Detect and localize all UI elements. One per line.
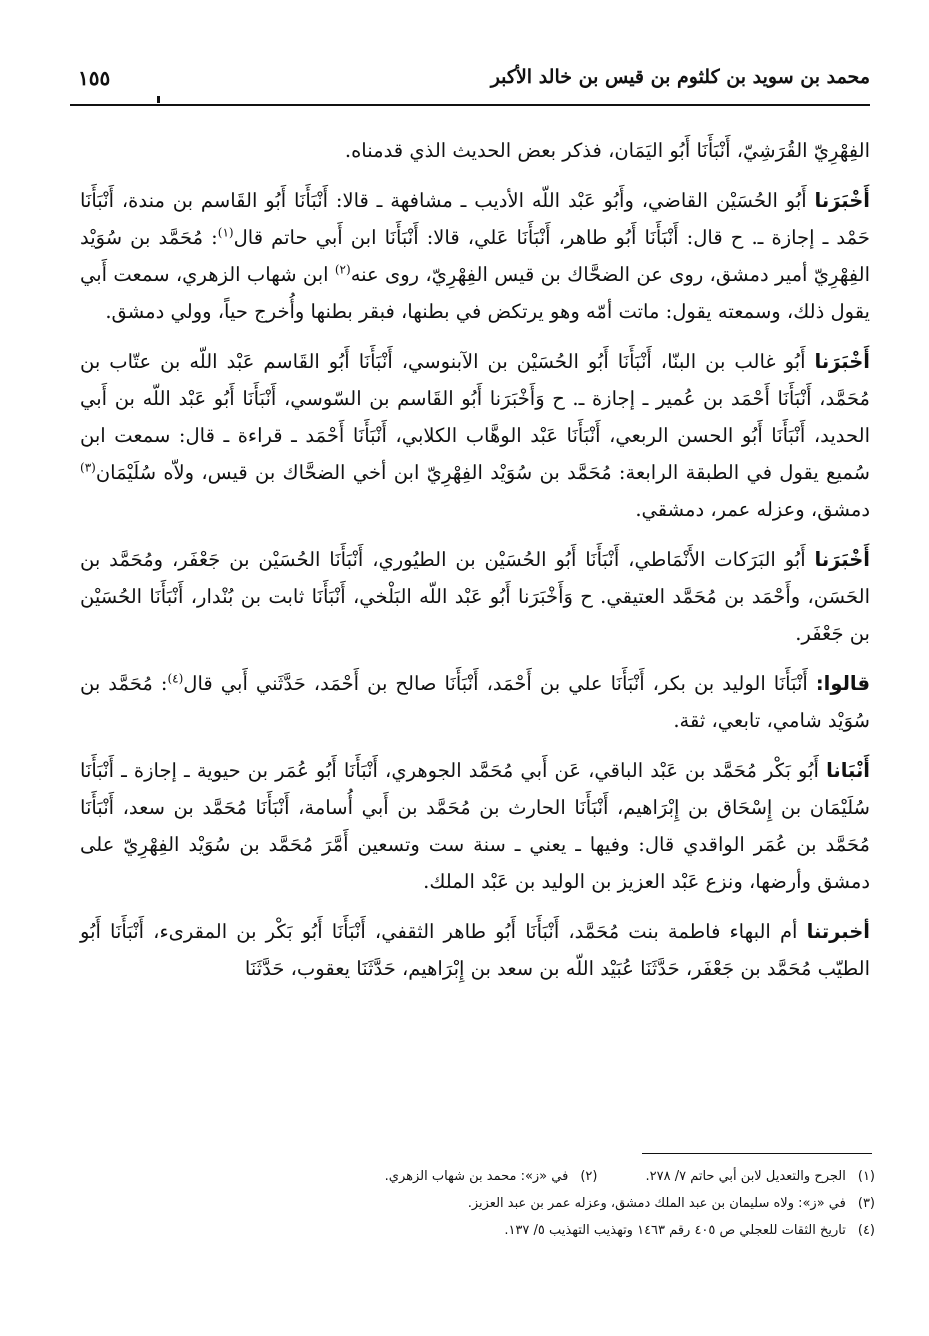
paragraph-text: الفِهْرِيّ القُرَشِيّ، أَنْبَأَنَا أَبُو اليَمَان، فذكر بعض الحديث الذي قدمناه. xyxy=(344,139,870,162)
header-tick-mark xyxy=(157,96,160,103)
footnote-ref-4: (٤) xyxy=(167,671,184,686)
paragraph-text: أَبُو بَكْر مُحَمَّد بن عَبْد الباقي، عَن أَبي مُحَمَّد الجوهري، أَنْبَأَنَا أَبُو عُمَر بن حيوية ـ إجازة ـ أَنْبَأَنَا سُلَيْمَان بن إِسْحَاق بن إِبْرَاهيم، أَنْبَأَنَا الحارث بن مُحَمَّد بن أَبي أُسامة، أَنْبَأَنَا مُحَمَّد بن سعد، أَنْبَأَنَا مُحَمَّد بن عُمَر الواقدي قال: وفيها ـ يعني ـ سنة ست وتسعين أَمَّرَ مُحَمَّد بن سُوَيْد الفِهْرِيّ على دمشق وأرضها، ونزع عَبْد العزيز بن الوليد بن عَبْد الملك. xyxy=(80,759,870,893)
paragraph-lead-word: أَخْبَرَنا xyxy=(814,548,870,571)
paragraph-1 xyxy=(80,132,870,169)
paragraph-2 xyxy=(80,182,870,330)
paragraph-text: أم البهاء فاطمة بنت مُحَمَّد، أَنْبَأَنَا أَبُو طاهر الثقفي، أَنْبَأَنَا أَبُو بَكْر بن المقرىء، أَنْبَأَنَا أَبُو الطيّب مُحَمَّد بن جَعْفَر، حَدَّثَنَا عُبَيْد اللّه بن سعد بن إِبْرَاهيم، حَدَّثَنَا يعقوب، حَدَّثَنَا xyxy=(80,920,870,980)
paragraph-lead-word: قالوا: xyxy=(815,672,870,695)
footnote-rule xyxy=(642,1153,872,1154)
footnote-ref-2: (٢) xyxy=(334,262,351,277)
main-text xyxy=(80,132,870,1000)
footnote-ref-1: (١) xyxy=(217,225,234,240)
footnote-number: (٣) xyxy=(857,1196,875,1211)
page-number: ١٥٥ xyxy=(78,66,111,90)
footnote-number: (١) xyxy=(857,1169,875,1184)
paragraph-lead-word: أخبرتنا xyxy=(806,920,870,943)
footnote-row xyxy=(150,1163,875,1190)
paragraph-5 xyxy=(80,665,870,739)
paragraph-text: : مُحَمَّد بن سُوَيْد شامي، تابعي، ثقة. xyxy=(80,672,870,732)
paragraph-lead-word: أَنْبَانا xyxy=(826,759,870,782)
footnote-number: (٤) xyxy=(857,1223,875,1238)
footnote-text: الجرح والتعديل لابن أبي حاتم ٧/ ٢٧٨. xyxy=(645,1169,846,1184)
footnote-row xyxy=(150,1190,875,1217)
paragraph-3 xyxy=(80,343,870,528)
paragraph-text: ابن شهاب الزهري، سمعت أَبي يقول ذلك، وسمعته يقول: ماتت أمّه وهو يرتكض في بطنها، فبقر بطنها وأُخرج حياً، وولي دمشق. xyxy=(80,263,870,323)
footnote-text: في «ز»: محمد بن شهاب الزهري. xyxy=(384,1169,569,1184)
paragraph-7 xyxy=(80,913,870,987)
paragraph-text: أَبُو البَرَكات الأَنْمَاطي، أَنْبَأَنَا أَبُو الحُسَيْن بن الطيُوري، أَنْبَأَنَا الحُسَيْن بن جَعْفَر، ومُحَمَّد بن الحَسَن، وأَحْمَد بن مُحَمَّد العتيقي. ح وَأَخْبَرَنا أَبُو عَبْد اللّه البَلْخي، أَنْبَأَنَا ثابت بن بُنْدار، أَنْبَأَنَا الحُسَيْن بن جَعْفَر. xyxy=(80,548,870,645)
footnote-number: (٢) xyxy=(580,1169,598,1184)
paragraph-text: دمشق، وعزله عمر، دمشقي. xyxy=(635,498,870,521)
running-title: محمد بن سويد بن كلثوم بن قيس بن خالد الأكبر xyxy=(490,66,870,88)
header-rule xyxy=(70,104,870,106)
paragraph-text: أَبُو الحُسَيْن القاضي، وأَبُو عَبْد اللّه الأديب ـ مشافهة ـ قالا: أَنْبَأَنَا أَبُو القَاسم بن مندة، أَنْبَأَنَا حَمْد ـ إجازة ـ. ح قال: أَنْبَأَنَا أَبُو طاهر، أَنْبَأَنَا عَلي، قالا: أَنْبَأَنَا ابن أَبي حاتم قال xyxy=(80,189,870,249)
footnote-text: في «ز»: ولاه سليمان بن عبد الملك دمشق، وعزله عمر بن عبد العزيز. xyxy=(467,1196,846,1211)
paragraph-lead-word: أَخْبَرَنا xyxy=(814,350,870,373)
footnotes xyxy=(150,1163,875,1244)
footnote-ref-3: (٣) xyxy=(80,460,96,475)
paragraph-4 xyxy=(80,541,870,652)
paragraph-lead-word: أَخْبَرَنا xyxy=(814,189,870,212)
page-header xyxy=(70,62,870,102)
paragraph-6 xyxy=(80,752,870,900)
paragraph-text: : مُحَمَّد بن سُوَيْد الفِهْرِيّ أمير دمشق، روى عن الضحَّاك بن قيس الفِهْرِيّ، روى عنه xyxy=(80,226,870,286)
paragraph-text: أَنْبَأَنَا الوليد بن بكر، أَنْبَأَنَا علي بن أَحْمَد، أَنْبَأَنَا صالح بن أَحْمَد، حَدَّثَني أَبي قال xyxy=(183,672,816,695)
footnote-text: تاريخ الثقات للعجلي ص ٤٠٥ رقم ١٤٦٣ وتهذيب التهذيب ٥/ ١٣٧. xyxy=(504,1223,846,1238)
paragraph-text: أَبُو غالب بن البنّا، أَنْبَأَنَا أَبُو الحُسَيْن بن الآبنوسي، أَنْبَأَنَا أَبُو القَاسم عَبْد اللّه بن عتّاب بن مُحَمَّد، أَنْبَأَنَا أَحْمَد بن عُمير ـ إجازة ـ. ح وَأَخْبَرَنا أَبُو القَاسم بن السّوسي، أَنْبَأَنَا أَبُو عَبْد اللّه بن أَبي الحديد، أَنْبَأَنَا أَبُو الحسن الربعي، أَنْبَأَنَا عَبْد الوهَّاب الكلابي، أَنْبَأَنَا أَحْمَد ـ قراءة ـ قال: سمعت ابن سُميع يقول في الطبقة الرابعة: مُحَمَّد بن سُوَيْد الفِهْرِيّ ابن أخي الضحَّاك بن قيس، ولاّه سُلَيْمَان xyxy=(80,350,870,484)
footnote-row xyxy=(150,1217,875,1244)
